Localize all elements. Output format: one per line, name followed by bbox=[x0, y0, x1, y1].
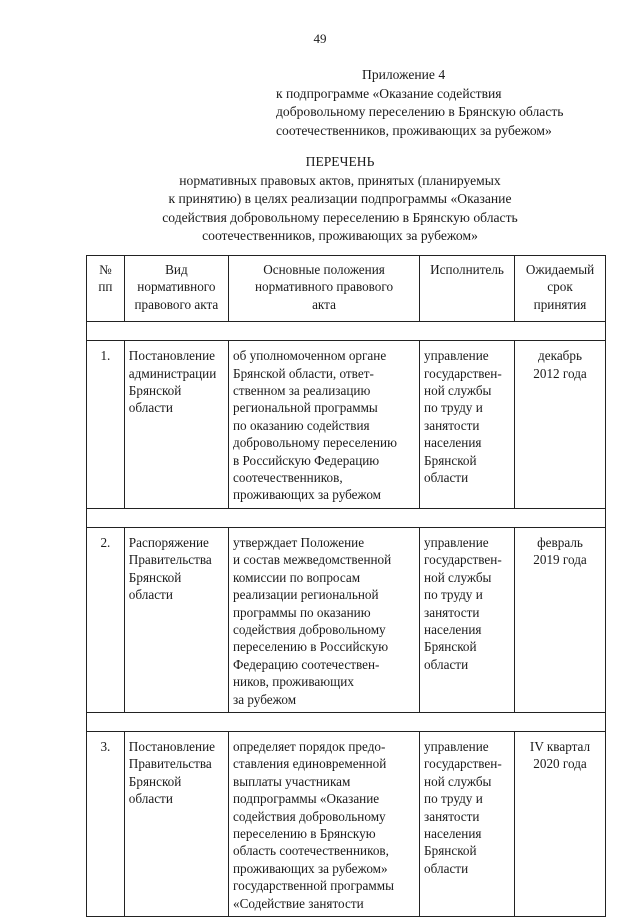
provisions-cell: определяет порядок предо- ставления единовременной выплаты участникам подпрограммы «Оказание содействия добровольному переселению в Брянскую область соотечественников, проживающих за рубежом» государственной программы «Содействие занятости bbox=[229, 731, 420, 916]
page-number: 49 bbox=[313, 31, 327, 46]
appendix-line: к подпрограмме «Оказание содействия bbox=[276, 85, 502, 101]
header-num: № пп bbox=[87, 256, 125, 322]
heading-line: соотечественников, проживающих за рубежом» bbox=[202, 228, 478, 243]
act-type-cell: Распоряжение Правительства Брянской области bbox=[124, 527, 228, 712]
row-number: 2. bbox=[87, 527, 125, 712]
appendix-line: соотечественников, проживающих за рубежом» bbox=[276, 122, 552, 138]
heading-line: нормативных правовых актов, принятых (планируемых bbox=[179, 172, 501, 188]
appendix-block bbox=[276, 66, 616, 140]
header-executor: Исполнитель bbox=[420, 256, 515, 322]
table-row bbox=[87, 527, 606, 712]
row-number: 3. bbox=[87, 731, 125, 916]
row-number: 1. bbox=[87, 341, 125, 509]
provisions-cell: об уполномоченном органе Брянской области, ответ- ственном за реализацию региональной программы по оказанию содействия добровольному переселению в Российскую Федерацию соотечественников, проживающих за рубежом bbox=[229, 341, 420, 509]
acts-table bbox=[86, 255, 606, 917]
appendix-line: добровольному переселению в Брянскую область bbox=[276, 104, 564, 119]
expected-date-cell: декабрь 2012 года bbox=[515, 341, 606, 509]
expected-date-cell: февраль 2019 года bbox=[515, 527, 606, 712]
expected-date-cell: IV квартал 2020 года bbox=[515, 731, 606, 916]
header-provisions: Основные положения нормативного правового акта bbox=[229, 256, 420, 322]
header-act-type: Вид нормативного правового акта bbox=[124, 256, 228, 322]
heading-line: к принятию) в целях реализации подпрограммы «Оказание bbox=[168, 191, 512, 206]
heading-line: содействия добровольному переселению в Брянскую область bbox=[162, 209, 518, 225]
act-type-cell: Постановление администрации Брянской области bbox=[124, 341, 228, 509]
table-row bbox=[87, 341, 606, 509]
header-expected-date: Ожидаемый срок принятия bbox=[515, 256, 606, 322]
table-header-row bbox=[87, 256, 606, 322]
executor-cell: управление государствен- ной службы по труду и занятости населения Брянской области bbox=[420, 341, 515, 509]
provisions-cell: утверждает Положение и состав межведомственной комиссии по вопросам реализации региональной программы по оказанию содействия добровольному переселению в Российскую Федерацию соотечествен- ников, проживающих за рубежом bbox=[229, 527, 420, 712]
heading-title: ПЕРЕЧЕНЬ bbox=[305, 154, 375, 169]
appendix-title: Приложение 4 bbox=[362, 67, 446, 82]
executor-cell: управление государствен- ной службы по труду и занятости населения Брянской области bbox=[420, 731, 515, 916]
executor-cell: управление государствен- ной службы по труду и занятости населения Брянской области bbox=[420, 527, 515, 712]
table-row bbox=[87, 731, 606, 916]
list-heading bbox=[130, 153, 550, 246]
act-type-cell: Постановление Правительства Брянской области bbox=[124, 731, 228, 916]
